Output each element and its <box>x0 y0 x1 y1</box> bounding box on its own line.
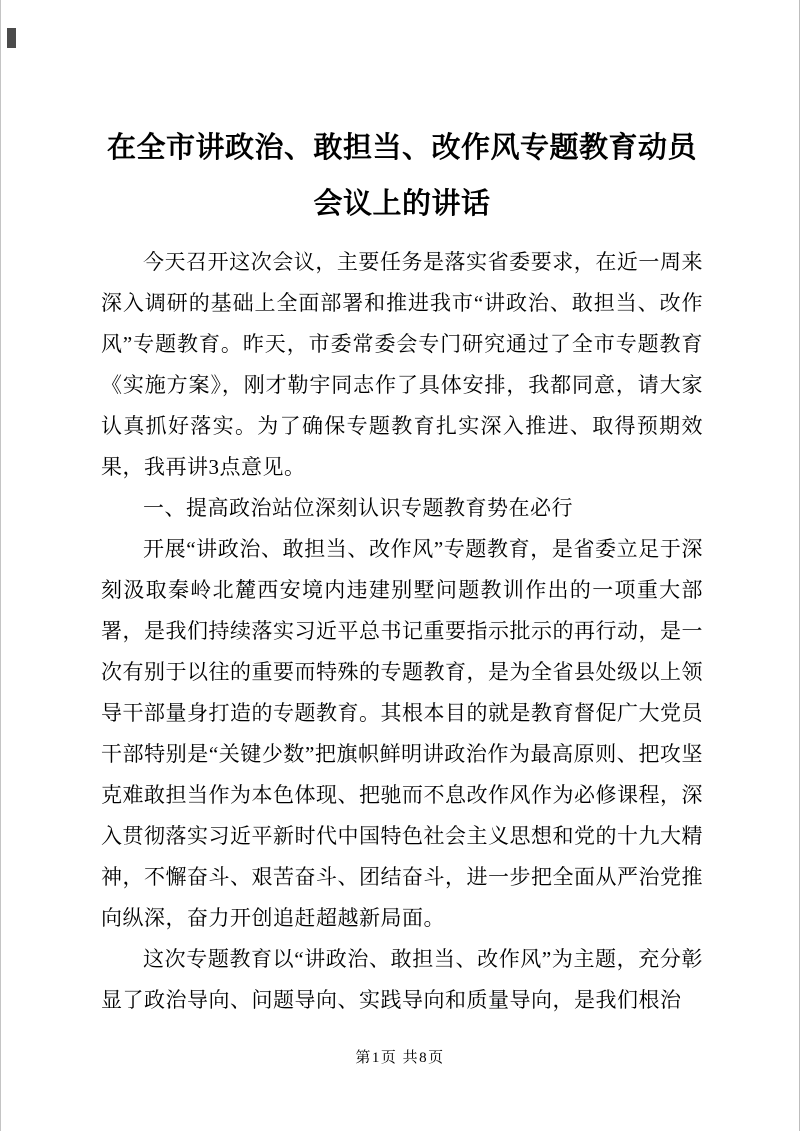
scan-artifact <box>7 28 16 48</box>
page-number-text: 第1页 共8页 <box>355 1050 445 1066</box>
title-line-1: 在全市讲政治、敢担当、改作风专题教育动员 <box>106 132 697 164</box>
paragraph-intro: 今天召开这次会议，主要任务是落实省委要求，在近一周来深入调研的基础上全面部署和推进我市“讲政治、敢担当、改作风”专题教育。昨天，市委常委会专门研究通过了全市专题教育《实施方案》，刚才勒宇同志作了具体安排，我都同意，请大家认真抓好落实。为了确保专题教育扎实深入推进、取得预期效果，我再讲3点意见。 <box>101 250 703 479</box>
section-heading: 一、提高政治站位深刻认识专题教育势在必行 <box>143 496 573 520</box>
paragraph-continued: 这次专题教育以“讲政治、敢担当、改作风”为主题，充分彰显了政治导向、问题导向、实践导向和质量导向，是我们根治 <box>101 947 703 1012</box>
title-line-2: 会议上的讲话 <box>313 188 491 220</box>
paragraph-main: 开展“讲政治、敢担当、改作风”专题教育，是省委立足于深刻汲取秦岭北麓西安境内违建别墅问题教训作出的一项重大部署，是我们持续落实习近平总书记重要指示批示的再行动，是一次有别于以往的重要而特殊的专题教育，是为全省县处级以上领导干部量身打造的专题教育。其根本目的就是教育督促广大党员干部特别是“关键少数”把旗帜鲜明讲政治作为最高原则、把攻坚克难敢担当作为本色体现、把驰而不息改作风作为必修课程，深入贯彻落实习近平新时代中国特色社会主义思想和党的十九大精神，不懈奋斗、艰苦奋斗、团结奋斗，进一步把全面从严治党推向纵深，奋力开创追赶超越新局面。 <box>101 537 703 930</box>
document-body <box>101 242 703 1021</box>
document-title <box>101 120 703 232</box>
page-footer <box>1 1046 799 1067</box>
